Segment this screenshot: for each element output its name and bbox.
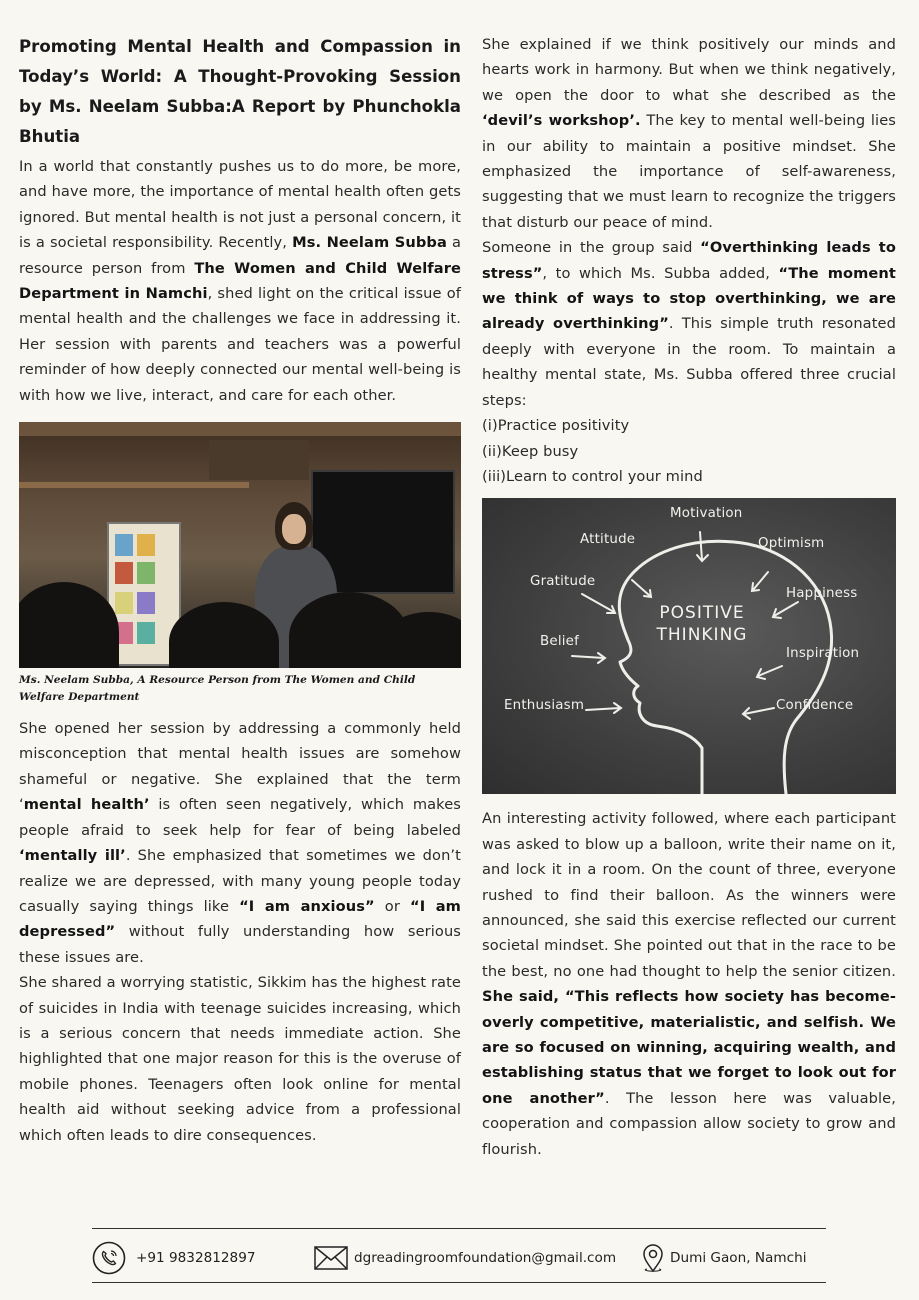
- p4-bold-devils-workshop: ‘devil’s workshop’.: [482, 112, 641, 130]
- misconception-paragraph: [19, 716, 461, 970]
- intro-paragraph: [19, 154, 461, 408]
- footer-email[interactable]: [314, 1246, 642, 1270]
- word-motivation: Motivation: [670, 506, 743, 522]
- left-column: [19, 32, 461, 1148]
- p5-text-e: . This simple truth resonated deeply with everyone in the room. To maintain a healthy mental state, Ms. Subba offered three crucial steps:: [482, 315, 896, 409]
- step-1: (i)Practice positivity: [482, 417, 630, 435]
- word-inspiration: Inspiration: [786, 646, 860, 662]
- p2-text-e: . She emphasized that sometimes we don’t realize we are depressed, with many young people today casually saying things like: [19, 847, 461, 915]
- center-line-1: POSITIVE: [659, 603, 745, 624]
- p4-text-c: The key to mental well-being lies in our ability to maintain a positive mindset. She emphasized the importance of self-awareness, suggesting that we must learn to recognize the triggers that disturb our peace of mind.: [482, 112, 896, 231]
- footer-location: [642, 1244, 806, 1272]
- intro-text-2: a resource person from: [19, 234, 461, 277]
- p6-text-a: An interesting activity followed, where each participant was asked to blow up a balloon, write their name on it, and lock it in a room. On the count of three, everyone rushed to find their balloon. As the winners were announced, she said this exercise reflected our current societal mindset. She pointed out that in the race to be the best, no one had thought to help the senior citizen.: [482, 810, 896, 980]
- word-optimism: Optimism: [758, 536, 825, 552]
- p4-text-a: She explained if we think positively our minds and hearts work in harmony. But when we think negatively, we open the door to what she described as the: [482, 36, 896, 104]
- map-pin-icon: [642, 1244, 664, 1272]
- intro-text-1: In a world that constantly pushes us to do more, be more, and have more, the importance of mental health often gets ignored. But mental health is not just a personal concern, it is a societal responsibility. Recently,: [19, 158, 461, 252]
- word-attitude: Attitude: [580, 532, 636, 548]
- positivity-paragraph: [482, 32, 896, 235]
- statistic-paragraph: She shared a worrying statistic, Sikkim has the highest rate of suicides in India with teenage suicides increasing, which is a serious concern that needs immediate action. She highlighted that one major reason for this is the overuse of mobile phones. Teenagers often look online for mental health aid without seeking advice from a professional which often leads to dire consequences.: [19, 974, 461, 1144]
- department-name: The Women and Child Welfare Department in Namchi: [19, 259, 461, 303]
- positive-thinking-label: [642, 602, 762, 646]
- p5-bold-quote-1: “Overthinking leads to stress”: [482, 239, 897, 282]
- word-happiness: Happiness: [786, 586, 858, 602]
- word-gratitude: Gratitude: [530, 574, 596, 590]
- right-column: [482, 32, 896, 1162]
- article-title: Promoting Mental Health and Compassion in Today’s World: A Thought-Provoking Session by Ms. Neelam Subba:A Report by Phunchokla Bhutia: [19, 37, 461, 146]
- intro-text-3: , shed light on the critical issue of mental health and the challenges we face in addressing it. Her session with parents and teachers was a powerful reminder of how deeply connected our mental well-being is with how we live, interact, and care for each other.: [19, 285, 461, 404]
- p2-bold-anxious: “I am anxious”: [239, 897, 375, 915]
- p2-text-g: or: [374, 897, 410, 915]
- location-text: Dumi Gaon, Namchi: [670, 1250, 807, 1266]
- word-confidence: Confidence: [776, 698, 854, 714]
- p5-text-c: , to which Ms. Subba added,: [542, 264, 779, 282]
- balloon-activity-paragraph: [482, 806, 896, 1162]
- p2-text-c: is often seen negatively, which makes people afraid to seek help for fear of being labeled: [19, 796, 461, 839]
- positive-thinking-chalkboard: [482, 498, 896, 794]
- p5-bold-quote-2: “The moment we think of ways to stop overthinking, we are already overthinking”: [482, 264, 896, 333]
- session-photo: [19, 422, 461, 668]
- step-2: (ii)Keep busy: [482, 442, 579, 460]
- footer-phone[interactable]: [92, 1241, 314, 1275]
- p5-text-a: Someone in the group said: [482, 239, 701, 257]
- phone-number: +91 9832812897: [136, 1250, 256, 1266]
- speaker-name: Ms. Neelam Subba: [292, 234, 447, 252]
- footer-bottom-rule: [92, 1282, 826, 1283]
- p6-text-c: . The lesson here was valuable, cooperation and compassion allow society to grow and flourish.: [482, 1089, 897, 1158]
- p6-bold-quote: She said, “This reflects how society has become- overly competitive, materialistic, and selfish. We are so focused on winning, acquiring wealth, and establishing status that we forget to look out for one another”: [482, 988, 896, 1107]
- email-address: dgreadingroomfoundation@gmail.com: [354, 1250, 617, 1266]
- footer-top-rule: [92, 1228, 826, 1229]
- word-belief: Belief: [540, 634, 580, 650]
- photo-caption: Ms. Neelam Subba, A Resource Person from The Women and Child Welfare Department: [19, 674, 416, 704]
- step-3: (iii)Learn to control your mind: [482, 467, 703, 485]
- phone-icon: [92, 1241, 126, 1275]
- footer-contact-bar: [92, 1232, 826, 1284]
- center-line-2: THINKING: [656, 625, 748, 646]
- overthinking-paragraph: [482, 235, 896, 413]
- p2-bold-mental-health: mental health’: [23, 796, 150, 814]
- envelope-icon: [314, 1246, 348, 1270]
- p2-text-a: She opened her session by addressing a commonly held misconception that mental health issues are somehow shameful or negative. She explained that the term ‘: [19, 720, 461, 814]
- word-enthusiasm: Enthusiasm: [504, 698, 585, 714]
- p2-bold-depressed: “I am depressed”: [19, 897, 461, 941]
- p2-bold-mentally-ill: ‘mentally ill’: [19, 847, 126, 865]
- p2-text-i: without fully understanding how serious these issues are.: [19, 923, 461, 966]
